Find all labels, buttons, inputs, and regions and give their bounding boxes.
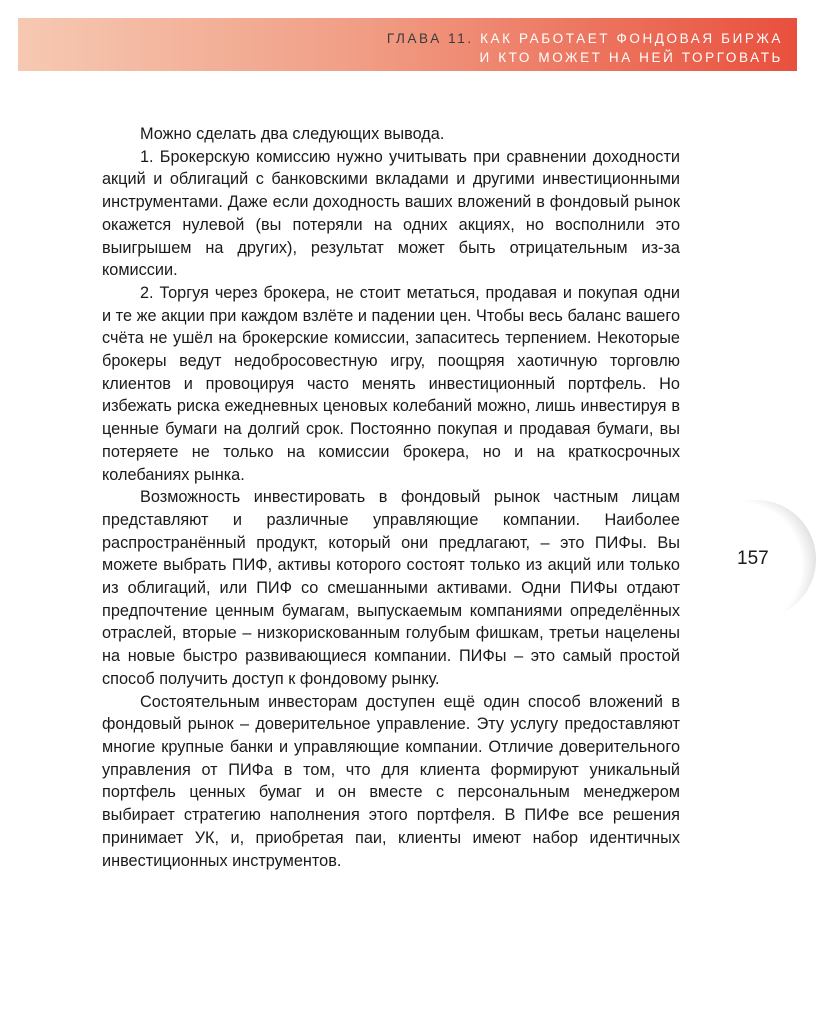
- chapter-title-line-1: КАК РАБОТАЕТ ФОНДОВАЯ БИРЖА: [480, 31, 783, 46]
- paragraph-trust-management: Состоятельным инвесторам доступен ещё один способ вложений в фондовый рынок – доверительное управление. Эту услугу предоставляют многие крупные банки и управляющие компании. Отличие доверительного управления от ПИФа в том, что для клиента формируют уникальный портфель ценных бумаг и он вместе с персональным менеджером выбирает стратегию наполнения этого портфеля. В ПИФе все решения принимает УК, и, приобретая паи, клиенты имеют набор идентичных инвестиционных инструментов.: [102, 692, 680, 870]
- paragraph-point-1: 1. Брокерскую комиссию нужно учитывать при сравнении доходности акций и облигаций с банковскими вкладами и другими инвестиционными инструментами. Даже если доходность ваших вложений в фондовый рынок окажется нулевой (вы потеряли на одних акциях, но восполнили это выигрышем на других), результат может быть отрицательным из-за комиссии.: [102, 147, 680, 280]
- chapter-title-line-2: И КТО МОЖЕТ НА НЕЙ ТОРГОВАТЬ: [479, 50, 783, 65]
- running-header-line-1: [387, 29, 783, 48]
- paragraph-point-2: 2. Торгуя через брокера, не стоит метаться, продавая и покупая одни и те же акции при каждом взлёте и падении цен. Чтобы весь баланс вашего счёта не ушёл на брокерские комиссии, запаситесь терпением. Некоторые брокеры ведут недобросовестную игру, поощряя хаотичную торговлю клиентов и провоцируя часто менять инвестиционный портфель. Но избежать риска ежедневных ценовых колебаний можно, лишь инвестируя в ценные бумаги на долгий срок. Постоянно покупая и продавая бумаги, вы потеряете не только на комиссии брокера, но и на краткосрочных колебаниях рынка.: [102, 283, 680, 484]
- paragraph-intro: Можно сделать два следующих вывода.: [140, 125, 445, 143]
- body-text: [102, 123, 680, 872]
- page-number: 157: [737, 548, 769, 569]
- running-header: [387, 29, 783, 67]
- chapter-header-band: [18, 18, 797, 71]
- paragraph-mutual-funds: Возможность инвестировать в фондовый рынок частным лицам представляют и различные управляющие компании. Наиболее распространённый продукт, который они предлагают, – это ПИФы. Вы можете выбрать ПИФ, активы которого состоят только из акций или только из облигаций, или ПИФ со смешанными активами. Одни ПИФы отдают предпочтение ценным бумагам, выпускаемым компаниями определённых отраслей, вторые – низкорискованным голубым фишкам, третьи нацелены на новые быстро развивающиеся компании. ПИФы – это самый простой способ получить доступ к фондовому рынку.: [102, 488, 680, 688]
- chapter-label: ГЛАВА 11.: [386, 31, 474, 46]
